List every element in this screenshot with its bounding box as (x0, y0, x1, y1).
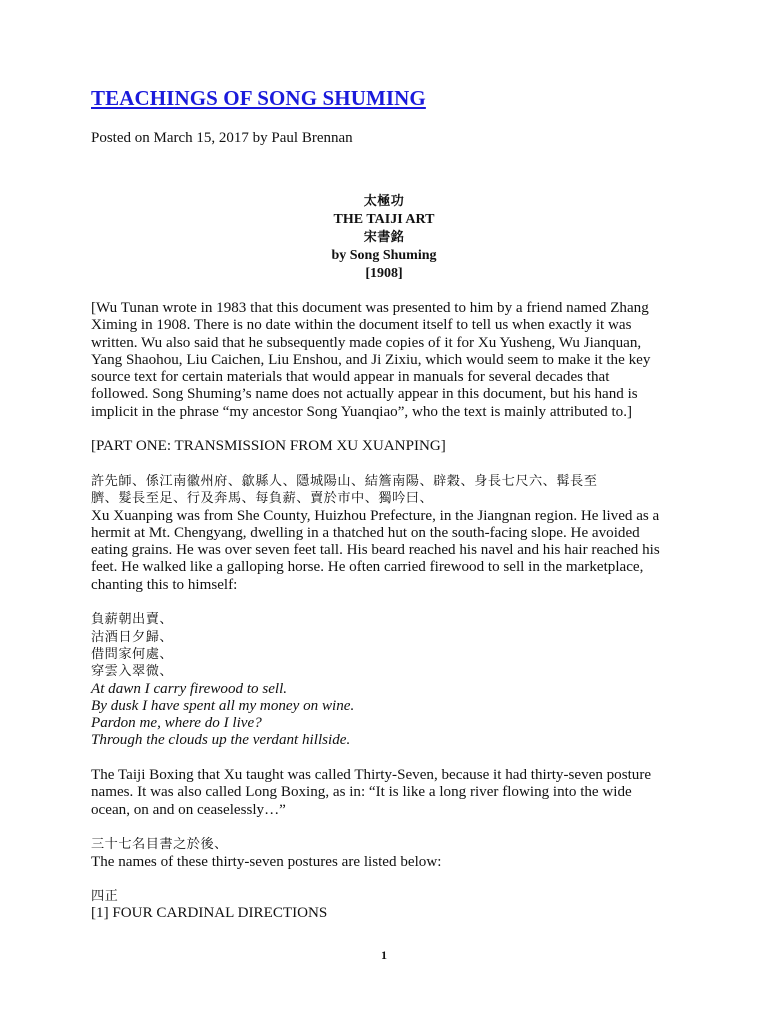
intro-line: written. Wu also said that he subsequently made copies of it for Xu Yusheng, Wu Jianquan, (91, 334, 642, 351)
poem-chinese-line: 沽酒日夕歸、 (91, 629, 174, 645)
english-para-line: eating grains. He was over seven feet tall. His beard reached his navel and his hair reached his (91, 542, 660, 559)
poem-english-line: Pardon me, where do I live? (91, 715, 262, 732)
part-one-heading: [PART ONE: TRANSMISSION FROM XU XUANPING] (91, 438, 446, 455)
english-author: by Song Shuming (331, 248, 437, 263)
intro-line: Yang Shaohou, Liu Caichen, Liu Enshou, and Ji Zixiu, which would seem to make it the key (91, 351, 651, 368)
english-para-line: feet. He walked like a galloping horse. He often carried firewood to sell in the marketplace, (91, 559, 644, 576)
poem-english-line: Through the clouds up the verdant hillside. (91, 732, 351, 749)
chinese-para-line: 許先師、係江南徽州府、歙縣人、隱城陽山、結簷南陽、辟穀、身長七尺六、髯長至 (91, 473, 598, 489)
post-meta: Posted on March 15, 2017 by Paul Brennan (91, 130, 353, 146)
boxing-line: ocean, on and on ceaselessly…” (91, 801, 286, 818)
names-chinese: 三十七名目書之於後、 (91, 837, 228, 853)
post-title-link[interactable]: TEACHINGS OF SONG SHUMING (91, 86, 426, 110)
english-title: THE TAIJI ART (333, 212, 435, 227)
poem-chinese-line: 負薪朝出賣、 (91, 612, 174, 628)
section-chinese: 四正 (91, 889, 119, 905)
intro-line: followed. Song Shuming’s name does not actually appear in this document, but his hand is (91, 386, 638, 403)
intro-line: Ximing in 1908. There is no date within the document itself to tell us when exactly it was (91, 317, 632, 334)
chinese-title: 太極功 (363, 194, 405, 209)
poem-english-line: By dusk I have spent all my money on wine. (91, 697, 355, 714)
intro-line: source text for certain materials that would appear in manuals for several decades that (91, 369, 610, 386)
page-number: 1 (381, 948, 387, 962)
chinese-para-line: 臍、髮長至足、行及奔馬、每負薪、賣於市中、獨吟曰、 (91, 491, 434, 507)
document-header (0, 193, 768, 283)
poem-chinese-line: 借問家何處、 (91, 646, 174, 662)
intro-line: [Wu Tunan wrote in 1983 that this document was presented to him by a friend named Zhang (91, 300, 649, 316)
chinese-author: 宋書銘 (363, 230, 405, 245)
english-para-line: Xu Xuanping was from She County, Huizhou Prefecture, in the Jiangnan region. He lived as a (91, 507, 660, 524)
boxing-line: names. It was also called Long Boxing, as in: “It is like a long river flowing into the wide (91, 784, 632, 801)
section-english: [1] FOUR CARDINAL DIRECTIONS (91, 905, 328, 922)
document-year: [1908] (365, 266, 403, 281)
intro-line: implicit in the phrase “my ancestor Song Yuanqiao”, who the text is mainly attributed to.] (91, 403, 633, 420)
poem-chinese-line: 穿雲入翠微、 (91, 664, 174, 680)
english-para-line: hermit at Mt. Chengyang, dwelling in a thatched hut on the south-facing slope. He avoided (91, 524, 640, 541)
english-para-line: chanting this to himself: (91, 576, 238, 593)
boxing-line: The Taiji Boxing that Xu taught was called Thirty-Seven, because it had thirty-seven posture (91, 767, 652, 784)
names-english: The names of these thirty-seven postures are listed below: (91, 853, 442, 870)
poem-english-line: At dawn I carry firewood to sell. (91, 680, 288, 697)
document-body (91, 300, 691, 923)
